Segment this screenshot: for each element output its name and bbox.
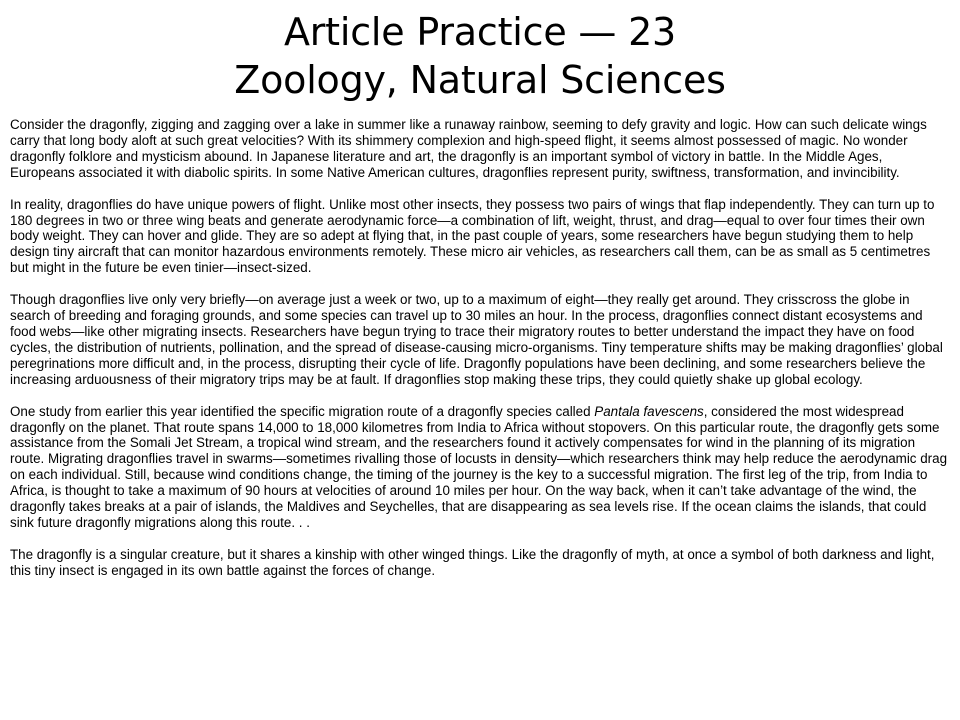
paragraph-1: Consider the dragonfly, zigging and zagging over a lake in summer like a runaway rainbow, seeming to defy gravity and logic. How can such delicate wings carry that long body aloft at such great velocities? With its shimmery complexion and high-speed flight, it seems almost possessed of magic. No wonder dragonfly folklore and mysticism abound. In Japanese literature and art, the dragonfly is an important symbol of victory in battle. In the Middle Ages, Europeans associated it with diabolic spirits. In some Native American cultures, dragonflies represent purity, swiftness, transformation, and invincibility. [10, 117, 927, 180]
paragraph-5: The dragonfly is a singular creature, but it shares a kinship with other winged things. Like the dragonfly of myth, at once a symbol of both darkness and light, this tiny insect is engaged in its own battle against the forces of change. [10, 546, 935, 578]
title-line-1: Article Practice — 23 [283, 10, 677, 54]
paragraph-4 [10, 404, 950, 531]
paragraph-3: Though dragonflies live only very briefly—on average just a week or two, up to a maximum of eight—they really get around. They crisscross the globe in search of breeding and foraging grounds, and some species can travel up to 30 miles an hour. In the process, dragonflies connect distant ecosystems and food webs—like other migrating insects. Researchers have begun trying to trace their migratory routes to better understand the impact they have on food cycles, the distribution of nutrients, pollination, and the spread of disease-causing micro-organisms. Tiny temperature shifts may be making dragonflies’ global peregrinations more difficult and, in the process, disrupting their cycle of life. Dragonfly populations have been declining, and some researchers believe the increasing arduousness of their migratory trips may be at fault. If dragonflies stop making these trips, they could quietly shake up global ecology. [10, 292, 943, 387]
title-line-2: Zoology, Natural Sciences [234, 58, 726, 102]
paragraph-4-before: One study from earlier this year identified the specific migration route of a dragonfly species called [10, 403, 595, 419]
article-body [10, 117, 950, 579]
paragraph-4-after: , considered the most widespread dragonfly on the planet. That route spans 14,000 to 18,000 kilometres from India to Africa without stopovers. On this particular route, the dragonfly gets some assistance from the Somali Jet Stream, a tropical wind stream, and the researchers found it actively compensates for wind in the planning of its migration route. Migrating dragonflies travel in swarms—sometimes rivalling those of locusts in density—which researchers think may help reduce the aerodynamic drag on each individual. Still, because wind conditions change, the timing of the journey is the key to a successful migration. The first leg of the trip, from India to Africa, is thought to take a maximum of 90 hours at velocities of around 10 miles per hour. On the way back, when it can’t take advantage of the wind, the dragonfly takes breaks at a pair of islands, the Maldives and Seychelles, that are disappearing as sea levels rise. If the ocean claims the islands, that could sink future dragonfly migrations along this route. . . [10, 403, 948, 530]
paragraph-2: In reality, dragonflies do have unique powers of flight. Unlike most other insects, they possess two pairs of wings that flap independently. They can turn up to 180 degrees in two or three wing beats and generate aerodynamic force—a combination of lift, weight, thrust, and drag—equal to over four times their own body weight. They can hover and glide. They are so adept at flying that, in the past couple of years, some researchers have begun studying them to help design tiny aircraft that can monitor hazardous environments remotely. These micro air vehicles, as researchers call them, can be as small as 5 centimetres but might in the future be even tinier—insect-sized. [10, 196, 935, 276]
slide-title [0, 8, 960, 104]
species-name: Pantala favescens [594, 403, 704, 419]
